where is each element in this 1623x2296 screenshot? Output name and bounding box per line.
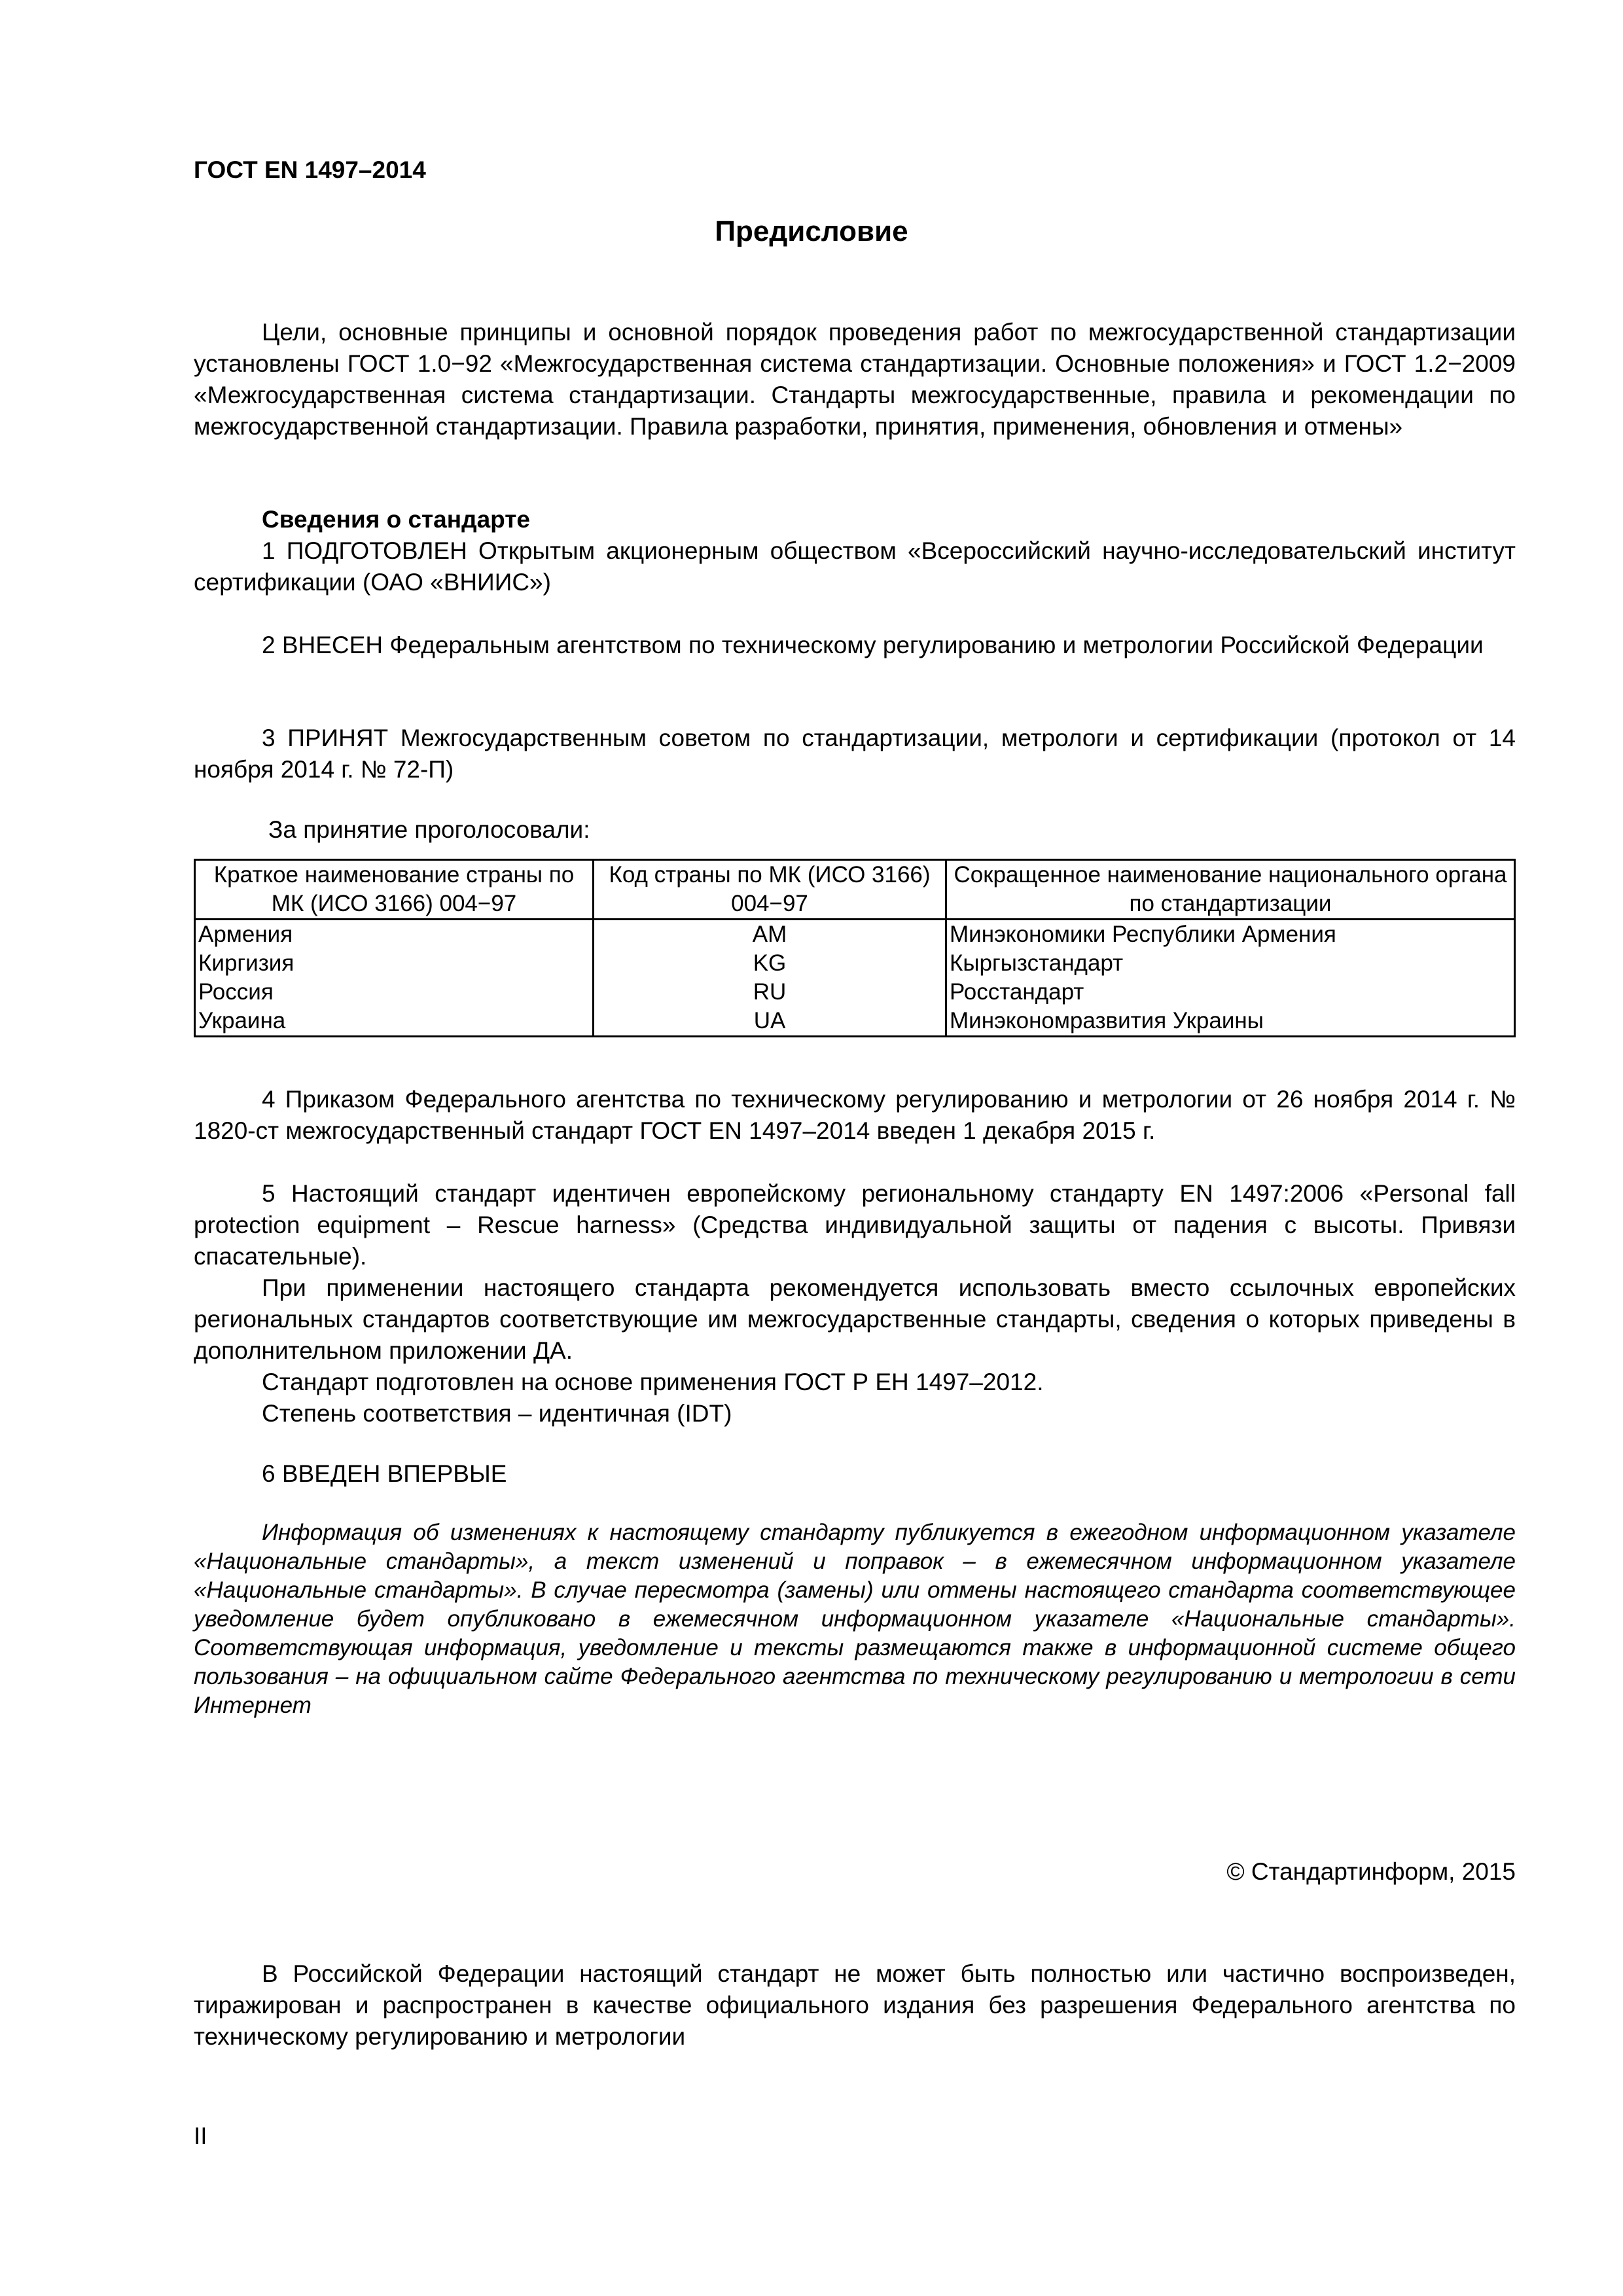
cell-authority: Росстандарт (946, 978, 1515, 1007)
notice-block (194, 1518, 1516, 1720)
votes-caption-block (194, 814, 1516, 846)
cell-country: Россия (195, 978, 594, 1007)
copyright: © Стандартинформ, 2015 (1226, 1858, 1516, 1885)
table-row (195, 978, 1515, 1007)
item-5-paragraph-3: Стандарт подготовлен на основе применения ГОСТ Р ЕН 1497–2012. (262, 1369, 1044, 1395)
item-5-paragraph-2: При применении настоящего стандарта рекомендуется использовать вместо ссылочных европейских региональных стандартов соответствующие им межгосударственные стандарты, сведения о которых приведены в дополнительном приложении ДА. (194, 1274, 1516, 1364)
intro-paragraph: Цели, основные принципы и основной порядок проведения работ по межгосударственной стандартизации установлены ГОСТ 1.0−92 «Межгосударственная система стандартизации. Основные положения» и ГОСТ 1.2−2009 «Межгосударственная система стандартизации. Стандарты межгосударственные, правила и рекомендации по межгосударственной стандартизации. Правила разработки, принятия, применения, обновления и отмены» (194, 319, 1516, 440)
header-code: Код страны по МК (ИСО 3166) 004−97 (594, 860, 946, 920)
table-row (195, 1007, 1515, 1037)
item-5-block (194, 1178, 1516, 1429)
intro-section (194, 317, 1516, 442)
cell-authority: Минэкономики Республики Армения (946, 920, 1515, 950)
about-item-2: 2 ВНЕСЕН Федеральным агентством по техническому регулированию и метрологии Российской Федерации (262, 632, 1484, 658)
page-number: II (194, 2123, 207, 2149)
cell-code: AM (594, 920, 946, 950)
about-item-3: 3 ПРИНЯТ Межгосударственным советом по стандартизации, метрологи и сертификации (протокол от 14 ноября 2014 г. № 72-П) (194, 725, 1516, 783)
header-authority: Сокращенное наименование национального органа по стандартизации (946, 860, 1515, 920)
cell-country: Армения (195, 920, 594, 950)
header-country: Краткое наименование страны по МК (ИСО 3166) 004−97 (195, 860, 594, 920)
votes-caption: За принятие проголосовали: (268, 816, 590, 843)
about-item-3-block (194, 723, 1516, 785)
cell-code: KG (594, 949, 946, 978)
about-item-2-block (194, 630, 1516, 661)
votes-table-header (195, 860, 1515, 920)
about-section (194, 504, 1516, 598)
document-code: ГОСТ EN 1497–2014 (194, 156, 426, 183)
item-5-paragraph-4: Степень соответствия – идентичная (IDT) (262, 1400, 732, 1427)
page-title: Предисловие (715, 215, 908, 247)
item-4-block (194, 1084, 1516, 1147)
table-row (195, 949, 1515, 978)
cell-code: RU (594, 978, 946, 1007)
votes-table (194, 859, 1516, 1037)
cell-country: Киргизия (195, 949, 594, 978)
item-6-block (194, 1458, 1516, 1490)
cell-authority: Минэкономразвития Украины (946, 1007, 1515, 1037)
notice-paragraph: Информация об изменениях к настоящему стандарту публикуется в ежегодном информационном указателе «Национальные стандарты», а текст изменений и поправок – в ежемесячном информационном указателе «Национальные стандарты». В случае пересмотра (замены) или отмены настоящего стандарта соответствующее уведомление будет опубликовано в ежемесячном информационном указателе «Национальные стандарты». Соответствующая информация, уведомление и тексты размещаются также в информационной системе общего пользования – на официальном сайте Федерального агентства по техническому регулированию и метрологии в сети Интернет (194, 1520, 1516, 1718)
table-row (195, 920, 1515, 950)
item-6: 6 ВВЕДЕН ВПЕРВЫЕ (262, 1460, 507, 1487)
about-item-1: 1 ПОДГОТОВЛЕН Открытым акционерным обществом «Всероссийский научно-исследовательский институт сертификации (ОАО «ВНИИС») (194, 537, 1516, 596)
cell-authority: Кыргызстандарт (946, 949, 1515, 978)
cell-code: UA (594, 1007, 946, 1037)
about-heading: Сведения о стандарте (262, 506, 530, 533)
item-5: 5 Настоящий стандарт идентичен европейскому региональному стандарту EN 1497:2006 «Personal fall protection equipment – Rescue harness» (Средства индивидуальной защиты от падения с высоты. Привязи спасательные). (194, 1180, 1516, 1270)
cell-country: Украина (195, 1007, 594, 1037)
item-4: 4 Приказом Федерального агентства по техническому регулированию и метрологии от 26 ноября 2014 г. № 1820-ст межгосударственный стандарт ГОСТ EN 1497–2014 введен 1 декабря 2015 г. (194, 1086, 1516, 1144)
rights-block (194, 1958, 1516, 2053)
rights-paragraph: В Российской Федерации настоящий стандарт не может быть полностью или частично воспроизведен, тиражирован и распространен в качестве официального издания без разрешения Федерального агентства по техническому регулированию и метрологии (194, 1960, 1516, 2050)
